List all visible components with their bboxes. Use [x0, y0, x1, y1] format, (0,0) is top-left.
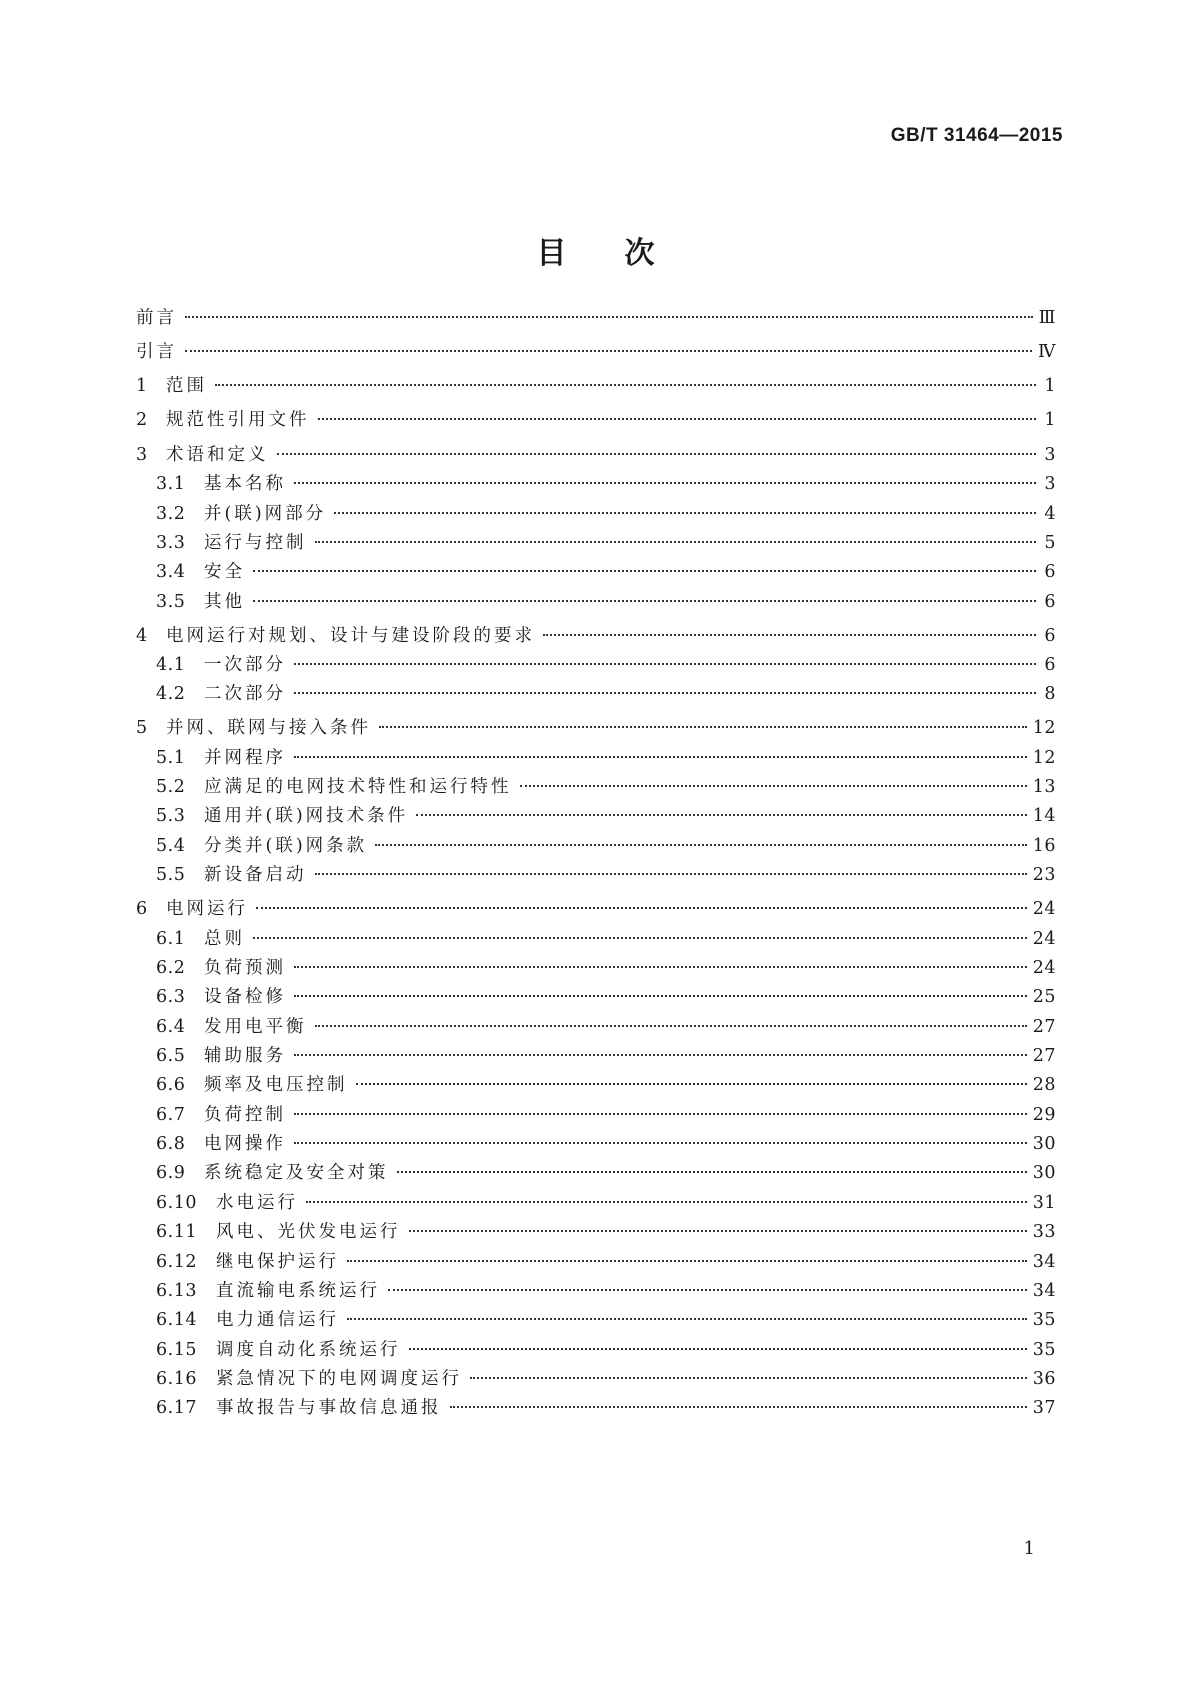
toc-dot-leader — [294, 662, 1036, 665]
page-title-part1: 目 — [536, 236, 567, 271]
toc-entry-number: 6.16 — [156, 1369, 197, 1389]
toc-entry-number: 3.3 — [156, 533, 186, 553]
toc-dot-leader — [356, 1082, 1027, 1085]
toc-entry-page: 1 — [1044, 376, 1056, 396]
toc-dot-leader — [409, 1229, 1027, 1232]
toc-entry-number: 5.5 — [156, 865, 186, 885]
toc-entry-number: 4.1 — [156, 655, 186, 675]
toc-entry-page: 27 — [1032, 1017, 1056, 1037]
toc-entry-number: 6.1 — [156, 929, 186, 949]
toc-entry-title: 术语和定义 — [166, 445, 269, 465]
toc-entry-title: 发用电平衡 — [204, 1017, 307, 1037]
toc-dot-leader — [409, 1347, 1027, 1350]
toc-entry-title: 二次部分 — [204, 684, 286, 704]
toc-entry-title: 调度自动化系统运行 — [216, 1340, 401, 1360]
toc-entry[interactable] — [136, 716, 1056, 740]
toc-entry[interactable] — [156, 531, 1056, 555]
toc-entry-title: 水电运行 — [216, 1193, 298, 1213]
toc-entry-title: 分类并(联)网条款 — [204, 836, 368, 856]
toc-entry[interactable] — [156, 1250, 1056, 1274]
toc-entry-page: 12 — [1032, 718, 1056, 738]
toc-dot-leader — [277, 452, 1037, 455]
toc-entry-page: 34 — [1032, 1281, 1056, 1301]
toc-entry[interactable] — [156, 502, 1056, 526]
toc-entry-page: 31 — [1032, 1193, 1056, 1213]
toc-dot-leader — [416, 813, 1027, 816]
toc-entry-title: 引言 — [136, 342, 177, 362]
toc-entry[interactable] — [156, 1308, 1056, 1332]
toc-entry-number: 6.9 — [156, 1163, 186, 1183]
page-title — [0, 228, 1191, 272]
toc-entry-title: 总则 — [204, 929, 245, 949]
toc-entry-number: 6.5 — [156, 1046, 186, 1066]
toc-entry-number: 5 — [136, 718, 148, 738]
toc-entry[interactable] — [156, 985, 1056, 1009]
toc-entry-page: 6 — [1044, 592, 1056, 612]
toc-dot-leader — [315, 872, 1027, 875]
toc-dot-leader — [306, 1200, 1027, 1203]
toc-dot-leader — [294, 1141, 1027, 1144]
toc-entry-page: 6 — [1044, 655, 1056, 675]
toc-entry-title: 应满足的电网技术特性和运行特性 — [204, 777, 512, 797]
toc-entry-page: 28 — [1032, 1075, 1056, 1095]
toc-entry-title: 并网程序 — [204, 748, 286, 768]
toc-entry-title: 基本名称 — [204, 474, 286, 494]
toc-entry-page: 24 — [1032, 958, 1056, 978]
toc-entry[interactable] — [156, 746, 1056, 770]
page-title-part2: 次 — [624, 236, 655, 271]
toc-entry-page: 37 — [1032, 1398, 1056, 1418]
toc-dot-leader — [315, 540, 1037, 543]
toc-entry-number: 2 — [136, 410, 148, 430]
toc-entry-number: 5.4 — [156, 836, 186, 856]
toc-entry-page: 30 — [1032, 1134, 1056, 1154]
toc-entry-number: 3.2 — [156, 504, 186, 524]
toc-entry-number: 5.2 — [156, 777, 186, 797]
toc-entry-page: 12 — [1032, 748, 1056, 768]
toc-entry-number: 3.5 — [156, 592, 186, 612]
toc-dot-leader — [379, 725, 1027, 728]
toc-entry[interactable] — [156, 927, 1056, 951]
toc-entry-page: 3 — [1044, 474, 1056, 494]
toc-entry-number: 3 — [136, 445, 148, 465]
toc-entry-page: 8 — [1044, 684, 1056, 704]
toc-dot-leader — [185, 349, 1032, 352]
page-number: 1 — [1023, 1538, 1035, 1559]
toc-entry-title: 事故报告与事故信息通报 — [216, 1398, 442, 1418]
toc-entry-number: 6.11 — [156, 1222, 197, 1242]
toc-entry-title: 设备检修 — [204, 987, 286, 1007]
toc-entry-title: 运行与控制 — [204, 533, 307, 553]
toc-entry-page: 23 — [1032, 865, 1056, 885]
toc-entry-title: 新设备启动 — [204, 865, 307, 885]
toc-entry-number: 6.6 — [156, 1075, 186, 1095]
toc-entry[interactable] — [156, 775, 1056, 799]
toc-dot-leader — [315, 1024, 1027, 1027]
toc-entry[interactable] — [156, 1220, 1056, 1244]
toc-dot-leader — [294, 1053, 1027, 1056]
toc-entry[interactable] — [136, 624, 1056, 648]
toc-entry-page: 13 — [1032, 777, 1056, 797]
toc-entry-title: 并网、联网与接入条件 — [166, 718, 371, 738]
toc-dot-leader — [294, 965, 1027, 968]
toc-dot-leader — [294, 755, 1027, 758]
toc-entry-number: 1 — [136, 376, 148, 396]
toc-entry-title: 其他 — [204, 592, 245, 612]
toc-entry[interactable] — [156, 682, 1056, 706]
toc-entry-number: 3.4 — [156, 562, 186, 582]
toc-entry[interactable] — [156, 804, 1056, 828]
toc-dot-leader — [375, 843, 1027, 846]
toc-dot-leader — [294, 691, 1036, 694]
toc-entry-page: 29 — [1032, 1105, 1056, 1125]
toc-entry-title: 安全 — [204, 562, 245, 582]
toc-dot-leader — [294, 994, 1027, 997]
toc-entry[interactable] — [156, 1161, 1056, 1185]
toc-entry-number: 6.3 — [156, 987, 186, 1007]
toc-entry-title: 电力通信运行 — [216, 1310, 339, 1330]
toc-entry-title: 辅助服务 — [204, 1046, 286, 1066]
toc-entry-title: 风电、光伏发电运行 — [216, 1222, 401, 1242]
toc-entry-title: 紧急情况下的电网调度运行 — [216, 1369, 462, 1389]
toc-entry[interactable] — [156, 1191, 1056, 1215]
toc-entry-page: 3 — [1044, 445, 1056, 465]
toc-entry-title: 并(联)网部分 — [204, 504, 327, 524]
toc-entry-page: 34 — [1032, 1252, 1056, 1272]
toc-entry[interactable] — [156, 834, 1056, 858]
toc-entry-title: 一次部分 — [204, 655, 286, 675]
toc-entry-number: 4 — [136, 626, 148, 646]
toc-entry-number: 6.10 — [156, 1193, 197, 1213]
toc-entry-page: 36 — [1032, 1369, 1056, 1389]
toc-entry-page: 27 — [1032, 1046, 1056, 1066]
toc-entry-title: 电网运行 — [166, 899, 248, 919]
toc-entry[interactable] — [136, 897, 1056, 921]
toc-entry-number: 3.1 — [156, 474, 186, 494]
toc-entry[interactable] — [156, 1015, 1056, 1039]
toc-entry-title: 范围 — [166, 376, 207, 396]
toc-entry-title: 负荷预测 — [204, 958, 286, 978]
toc-entry[interactable] — [136, 340, 1056, 364]
toc-entry-page: 14 — [1032, 806, 1056, 826]
toc-entry[interactable] — [156, 956, 1056, 980]
toc-entry-title: 电网操作 — [204, 1134, 286, 1154]
toc-entry-number: 6.8 — [156, 1134, 186, 1154]
toc-entry[interactable] — [156, 653, 1056, 677]
toc-entry-page: 30 — [1032, 1163, 1056, 1183]
toc-entry-number: 5.3 — [156, 806, 186, 826]
toc-dot-leader — [294, 1112, 1027, 1115]
toc-entry[interactable] — [136, 374, 1056, 398]
toc-entry[interactable] — [156, 1396, 1056, 1420]
toc-entry-number: 5.1 — [156, 748, 186, 768]
toc-dot-leader — [185, 315, 1033, 318]
toc-dot-leader — [347, 1317, 1027, 1320]
toc-dot-leader — [253, 599, 1036, 602]
toc-dot-leader — [215, 383, 1036, 386]
toc-entry[interactable] — [136, 443, 1056, 467]
toc-entry[interactable] — [136, 306, 1056, 330]
toc-entry[interactable] — [156, 1132, 1056, 1156]
toc-entry-number: 6.13 — [156, 1281, 197, 1301]
toc-entry-number: 6.14 — [156, 1310, 197, 1330]
toc-entry[interactable] — [156, 1338, 1056, 1362]
toc-entry-number: 6.2 — [156, 958, 186, 978]
toc-entry-page: 1 — [1044, 410, 1056, 430]
toc-entry-page: 16 — [1032, 836, 1056, 856]
toc-entry-title: 通用并(联)网技术条件 — [204, 806, 409, 826]
toc-entry-title: 继电保护运行 — [216, 1252, 339, 1272]
toc-entry-page: 6 — [1044, 562, 1056, 582]
toc-dot-leader — [253, 569, 1036, 572]
toc-entry[interactable] — [156, 590, 1056, 614]
toc-entry-number: 6.12 — [156, 1252, 197, 1272]
toc-entry-title: 直流输电系统运行 — [216, 1281, 380, 1301]
toc-entry-page: Ⅳ — [1038, 342, 1056, 362]
toc-entry-page: 4 — [1044, 504, 1056, 524]
toc-entry[interactable] — [156, 1103, 1056, 1127]
toc-entry-title: 前言 — [136, 308, 177, 328]
toc-entry-page: 33 — [1032, 1222, 1056, 1242]
toc-dot-leader — [520, 784, 1027, 787]
toc-entry-title: 系统稳定及安全对策 — [204, 1163, 389, 1183]
toc-entry-page: 35 — [1032, 1340, 1056, 1360]
toc-dot-leader — [347, 1259, 1027, 1262]
toc-dot-leader — [450, 1405, 1027, 1408]
toc-dot-leader — [543, 633, 1036, 636]
toc-dot-leader — [318, 417, 1037, 420]
toc-entry-title: 频率及电压控制 — [204, 1075, 348, 1095]
toc-dot-leader — [470, 1376, 1027, 1379]
toc-dot-leader — [294, 481, 1036, 484]
toc-entry-page: 24 — [1032, 929, 1056, 949]
toc-entry-number: 6.4 — [156, 1017, 186, 1037]
toc-entry-page: 35 — [1032, 1310, 1056, 1330]
toc-entry-page: Ⅲ — [1038, 308, 1056, 328]
toc-entry[interactable] — [156, 1367, 1056, 1391]
toc-entry-title: 规范性引用文件 — [166, 410, 310, 430]
toc-entry-number: 4.2 — [156, 684, 186, 704]
toc-entry-number: 6.15 — [156, 1340, 197, 1360]
toc-entry-number: 6.17 — [156, 1398, 197, 1418]
toc-entry-title: 负荷控制 — [204, 1105, 286, 1125]
toc-entry[interactable] — [136, 408, 1056, 432]
toc-dot-leader — [256, 906, 1027, 909]
toc-entry[interactable] — [156, 560, 1056, 584]
toc-dot-leader — [334, 511, 1036, 514]
toc-entry-number: 6 — [136, 899, 148, 919]
standard-code: GB/T 31464—2015 — [890, 125, 1063, 146]
toc-entry[interactable] — [156, 863, 1056, 887]
toc-entry[interactable] — [156, 1279, 1056, 1303]
toc-entry-page: 24 — [1032, 899, 1056, 919]
toc-entry[interactable] — [156, 1073, 1056, 1097]
toc-entry-number: 6.7 — [156, 1105, 186, 1125]
toc-dot-leader — [253, 936, 1027, 939]
toc-entry-page: 5 — [1044, 533, 1056, 553]
toc-entry-title: 电网运行对规划、设计与建设阶段的要求 — [166, 626, 535, 646]
toc-dot-leader — [397, 1170, 1027, 1173]
toc-entry[interactable] — [156, 1044, 1056, 1068]
toc-dot-leader — [388, 1288, 1027, 1291]
toc-entry-page: 6 — [1044, 626, 1056, 646]
toc-entry[interactable] — [156, 472, 1056, 496]
toc-entry-page: 25 — [1032, 987, 1056, 1007]
